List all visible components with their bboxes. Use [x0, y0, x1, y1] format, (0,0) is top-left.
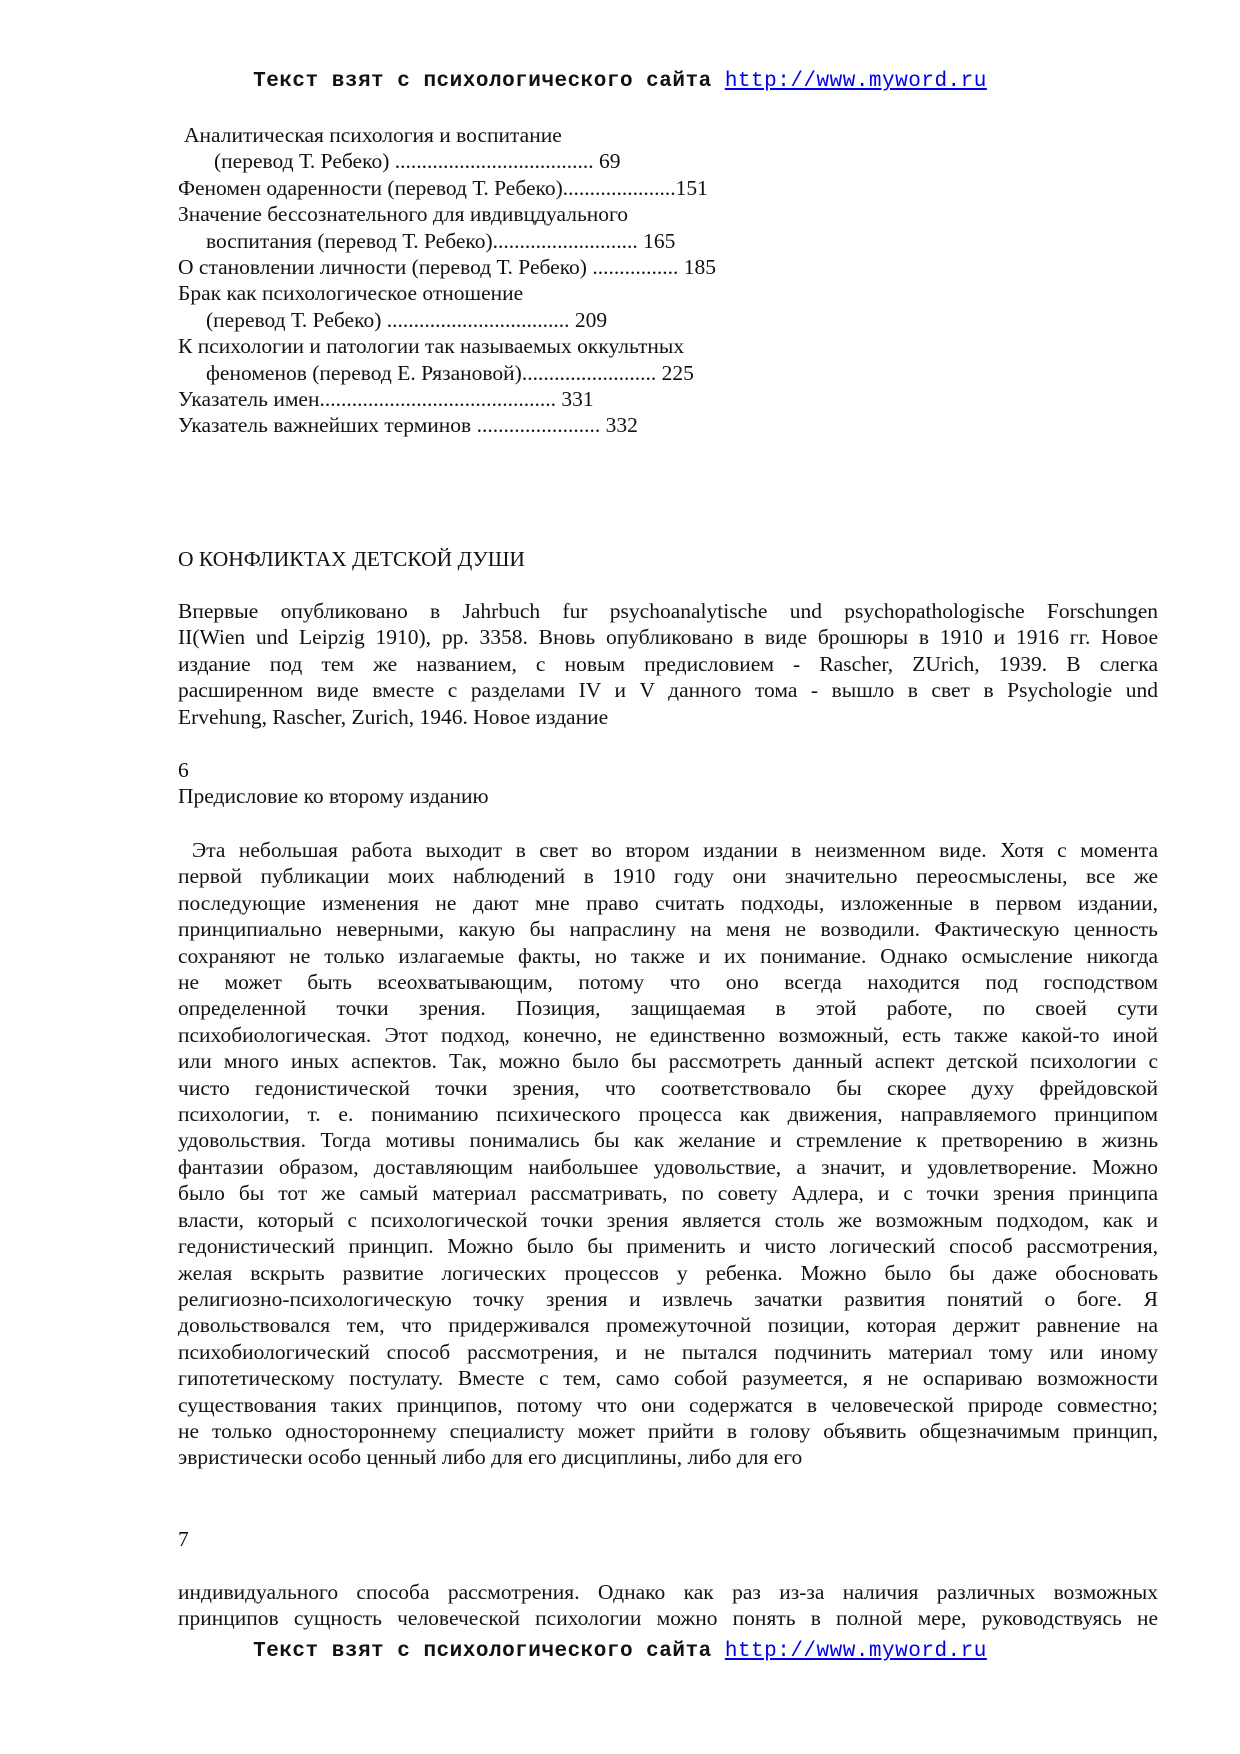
text-line: желая вскрыть развитие логических процессов у ребенка. Можно было бы даже обосновать: [178, 1260, 1158, 1285]
text-line: довольствовался тем, что придерживался промежуточной позиции, которая держит равнение на: [178, 1313, 1158, 1338]
toc-entry: Брак как психологическое отношение: [178, 281, 524, 306]
toc-entry: Значение бессознательного для ивдивцдуального: [178, 202, 629, 227]
text-line: власти, который с психологической точки зрения является столь же возможным подходом, как и: [178, 1207, 1158, 1232]
toc-entry: воспитания (перевод Т. Ребеко)........................... 165: [206, 228, 676, 253]
text-line: психобиологический способ рассмотрения, и не пытался подчинить материал тому или иному: [178, 1339, 1158, 1364]
footer-link[interactable]: http://www.myword.ru: [724, 1640, 987, 1663]
toc-entry: Указатель имен............................................ 331: [178, 387, 594, 412]
toc-entry: феноменов (перевод Е. Рязановой)......................... 225: [206, 360, 694, 385]
preface-body: [178, 837, 1158, 1471]
text-line: определенной точки зрения. Позиция, защищаемая в этой работе, по своей сути: [178, 996, 1158, 1021]
section-title-text: О КОНФЛИКТАХ ДЕТСКОЙ ДУШИ: [178, 547, 525, 571]
toc-entry: О становлении личности (перевод Т. Ребеко) ................ 185: [178, 255, 716, 280]
text-line: II(Wien und Leipzig 1910), pp. 3358. Вновь опубликовано в виде брошюры в 1910 и 1916 гг. Новое: [178, 625, 1158, 650]
toc-entry: Феномен одаренности (перевод Т. Ребеко).....................151: [178, 175, 708, 200]
text-line: принципов сущность человеческой психологии можно понять в полной мере, руководствуясь не: [178, 1606, 1158, 1631]
text-line: чисто гедонистической точки зрения, что соответствовало бы скорее духу фрейдовской: [178, 1075, 1158, 1100]
text-line: психологии, т. е. пониманию психического процесса как движения, направляемого принципом: [178, 1102, 1158, 1127]
text-line: удовольствия. Тогда мотивы понимались бы как желание и стремление к претворению в жизнь: [178, 1128, 1158, 1153]
text-line: не может быть всеохватывающим, потому что оно всегда находится под господством: [178, 970, 1158, 995]
text-line: сохраняют не только излагаемые факты, но также и их понимание. Однако осмысление никогда: [178, 943, 1158, 968]
text-line: не только одностороннему специалисту может прийти в голову объявить общезначимым принцип,: [178, 1418, 1158, 1443]
table-of-contents: [178, 122, 1158, 439]
text-line: первой публикации моих наблюдений в 1910 году они значительно переосмыслены, все же: [178, 864, 1158, 889]
publication-note: [178, 598, 1158, 730]
continuation-text: [178, 1579, 1158, 1632]
text-line: или много иных аспектов. Так, можно было бы рассмотреть данный аспект детской психологии с: [178, 1049, 1158, 1074]
text-line: фантазии образом, доставляющим наибольшее удовольствие, а значит, и удовлетворение. Можно: [178, 1154, 1158, 1179]
text-line: последующие изменения не дают мне право считать подходы, изложенные в первом издании,: [178, 890, 1158, 915]
page-footer: [0, 1640, 1240, 1663]
text-line: религиозно-психологическую точку зрения и извлечь зачатки развития понятий о боге. Я: [178, 1286, 1158, 1311]
text-line: было бы тот же самый материал рассматривать, по совету Адлера, и с точки зрения принципа: [178, 1181, 1158, 1206]
text-line: индивидуального способа рассмотрения. Однако как раз из-за наличия различных возможных: [178, 1580, 1158, 1604]
text-line: Эта небольшая работа выходит в свет во втором издании в неизменном виде. Хотя с момента: [192, 838, 1158, 862]
text-line: эвристически особо ценный либо для его дисциплины, либо для его: [178, 1445, 803, 1470]
text-line: Ervehung, Rascher, Zurich, 1946. Новое издание: [178, 704, 609, 729]
toc-entry: Аналитическая психология и воспитание: [184, 123, 562, 147]
text-line: Впервые опубликовано в Jahrbuch fur psychoanalytische und psychopathologische Forschungen: [178, 599, 1158, 623]
header-text: Текст взят с психологического сайта: [253, 70, 712, 93]
text-line: гипотетическому постулату. Вместе с тем, само собой разумеется, я не оспариваю возможности: [178, 1366, 1158, 1391]
page-number: [178, 757, 1158, 810]
header-link[interactable]: http://www.myword.ru: [724, 70, 987, 93]
toc-entry: (перевод Т. Ребеко) .................................. 209: [206, 307, 608, 332]
section-title: [178, 546, 1158, 572]
text-line: психобиологическая. Этот подход, конечно, не единственно возможный, есть также какой-то иной: [178, 1022, 1158, 1047]
toc-entry: К психологии и патологии так называемых оккультных: [178, 334, 685, 359]
page-header: [0, 70, 1240, 93]
text-line: гедонистический принцип. Можно было бы применить и чисто логический способ рассмотрения,: [178, 1234, 1158, 1259]
text-line: существования таких принципов, потому что они содержатся в человеческой природе совместно;: [178, 1392, 1158, 1417]
text-line: расширенном виде вместе с разделами IV и V данного тома - вышло в свет в Psychologie und: [178, 678, 1158, 703]
page-number-text: 6: [178, 758, 189, 782]
text-line: принципиально неверными, какую бы напраслину на меня не возводили. Фактическую ценность: [178, 917, 1158, 942]
footer-text: Текст взят с психологического сайта: [253, 1640, 712, 1663]
text-line: издание под тем же названием, с новым предисловием - Rascher, ZUrich, 1939. В слегка: [178, 651, 1158, 676]
preface-title: Предисловие ко второму изданию: [178, 784, 489, 809]
toc-entry: Указатель важнейших терминов ....................... 332: [178, 413, 638, 438]
page-number-text: 7: [178, 1527, 189, 1551]
toc-entry: (перевод Т. Ребеко) ..................................... 69: [214, 149, 621, 174]
page-number: [178, 1526, 1158, 1552]
